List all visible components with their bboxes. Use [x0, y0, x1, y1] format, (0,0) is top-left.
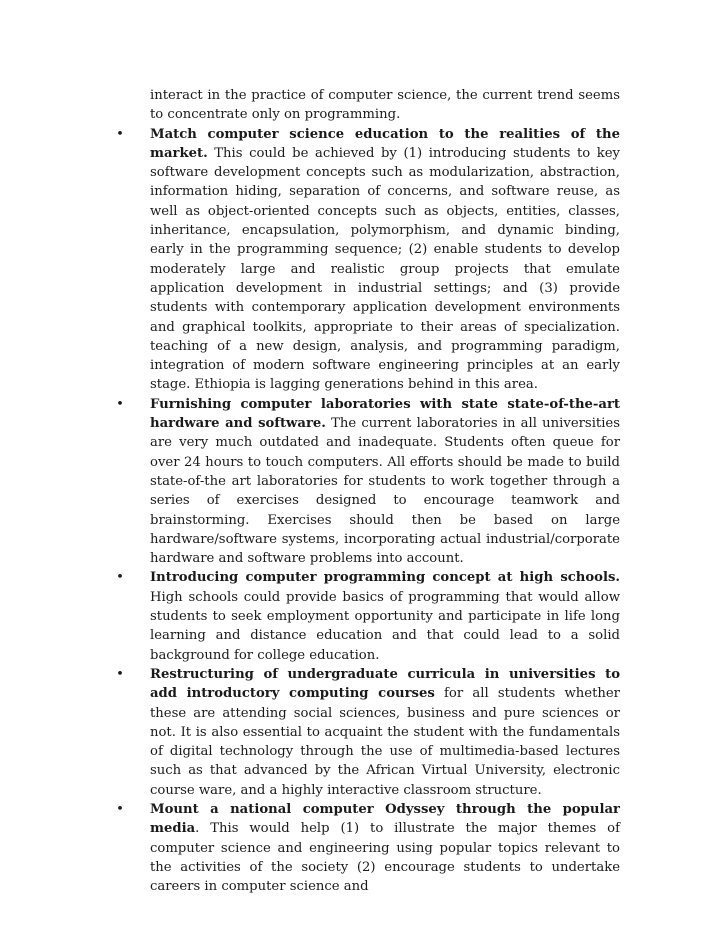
- list-item-lead: Furnishing computer laboratories with state state-of-the-art hardware and software.: [150, 396, 620, 432]
- bullet-icon: •: [116, 570, 124, 586]
- list-item-text: [150, 125, 620, 395]
- list-item-text: [150, 568, 620, 664]
- list-item-body: for all students whether these are attending social sciences, business and pure sciences or not. It is also essential to acquaint the student with the fundamentals of digital technology through the use of multimedia-based lectures such as that advanced by the African Virtual University, electronic course ware, and a highly interactive classroom structure.: [150, 686, 620, 798]
- bullet-icon: •: [116, 666, 124, 682]
- continuation-paragraph: interact in the practice of computer science, the current trend seems to concentrate only on programming.: [150, 88, 620, 123]
- list-item-body: The current laboratories in all universities are very much outdated and inadequate. Students often queue for over 24 hours to touch computers. All efforts should be made to build state-of-the art laboratories for students to work together through a series of exercises designed to encourage teamwork and brainstorming. Exercises should then be based on large hardware/software systems, incorporating actual industrial/corporate hardware and software problems into account.: [150, 416, 621, 567]
- list-item-body: This could be achieved by (1) introducing students to key software development concepts such as modularization, abstraction, information hiding, separation of concerns, and software reuse, as well as object-oriented concepts such as objects, entities, classes, inheritance, encapsulation, polymorphism, and dynamic binding, early in the programming sequence; (2) enable students to develop moderately large and realistic group projects that emulate application development in industrial settings; and (3) provide students with contemporary application development environments and graphical toolkits, appropriate to their areas of specialization. teaching of a new design, analysis, and programming paradigm, integration of modern software engineering principles at an early stage. Ethiopia is lagging generations behind in this area.: [150, 145, 620, 393]
- list-item: [116, 568, 620, 664]
- bullet-icon: •: [116, 801, 124, 817]
- list-item: [116, 800, 620, 896]
- list-item-body: . This would help (1) to illustrate the major themes of computer science and engineering using popular topics relevant to the activities of the society (2) encourage students to undertake careers in computer science and: [150, 821, 620, 895]
- document-body: [116, 86, 621, 896]
- list-item: [116, 395, 621, 569]
- list-item-text: [150, 665, 620, 800]
- list-item: [116, 665, 620, 800]
- list-item-text: [150, 395, 620, 569]
- list-item-text: [150, 800, 620, 896]
- list-item-lead: Match computer science education to the realities of the market.: [150, 126, 620, 161]
- list-item: [116, 125, 620, 395]
- list-item-lead: Introducing computer programming concept at high schools.: [150, 570, 620, 586]
- list-item-lead: Restructuring of undergraduate curricula in universities to add introductory computing courses: [150, 666, 620, 702]
- bullet-icon: •: [116, 396, 124, 412]
- list-item-lead: Mount a national computer Odyssey through the popular media: [150, 801, 620, 837]
- list-item-body: High schools could provide basics of programming that would allow students to seek employment opportunity and participate in life long learning and distance education and that could lead to a solid background for college education.: [150, 589, 620, 663]
- bullet-icon: •: [116, 126, 124, 142]
